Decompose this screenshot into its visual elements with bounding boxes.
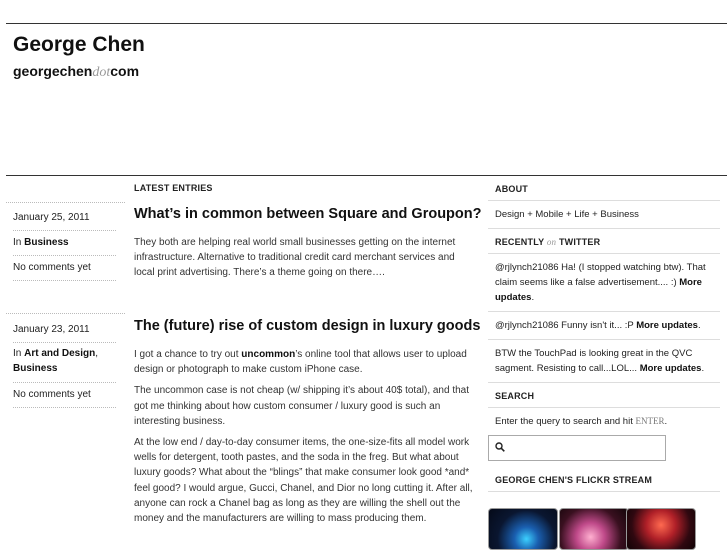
category-link[interactable]: Art and Design	[24, 348, 96, 359]
post-categories	[13, 231, 116, 256]
more-updates-link[interactable]: More updates	[639, 363, 702, 374]
post-paragraph: At the low end / day-to-day consumer items, the one-size-fits all model work wells for detergent, tooth pastes, and the soda in the freg. But what about luxury goods? What about the “blings” that make consumer look good *and* feel good? I would argue, Gucci, Chanel, and Dior no long cutting it. After all, anyone can rock a Chanel bag as long as they are willing the shell out the money and the manufacturers are willing to mass producing them.	[134, 437, 473, 525]
site-title[interactable]: George Chen	[13, 33, 145, 56]
sidebar	[488, 176, 720, 492]
tweet-text: @rjlynch21086 Funny isn't it... :P	[495, 320, 637, 331]
post-meta-divider	[6, 202, 125, 203]
flickr-photo-thumbnail[interactable]	[488, 508, 558, 550]
tweet-end: .	[697, 320, 701, 331]
post-paragraph: The uncommon case is not cheap (w/ shipping it’s about 40$ total), and that got me thinking about how custom consumer / luxury good is such an interesting business.	[134, 385, 470, 427]
post-title[interactable]: What’s in common between Square and Groupon?	[134, 206, 482, 222]
post-excerpt	[134, 235, 474, 287]
post-paragraph: They both are helping real world small businesses getting on the internet infrastructure. Alternative to traditional credit card merchant services and local print advertising. There’s a theme going on there….	[134, 237, 456, 279]
site-subtitle[interactable]	[13, 63, 139, 81]
post-content	[134, 347, 474, 532]
post-comments[interactable]: No comments yet	[13, 383, 116, 408]
tweet-text: @rjlynch21086 Ha! (I stopped watching btw). That claim seems like a false advertisement.... :)	[495, 262, 706, 288]
category-link[interactable]: Business	[24, 237, 69, 248]
subtitle-domain: georgechen	[13, 63, 93, 79]
flickr-photo-thumbnail[interactable]	[626, 508, 696, 550]
search-heading: SEARCH	[488, 383, 720, 408]
uncommon-link[interactable]: uncommon	[241, 349, 296, 360]
tweet	[488, 312, 720, 340]
search-icon	[495, 442, 505, 452]
post-comments[interactable]: No comments yet	[13, 256, 116, 281]
in-prefix: In	[13, 348, 25, 359]
tweet-end: .	[701, 363, 705, 374]
search-hint-text: Enter the query to search and hit	[495, 416, 636, 427]
post-date: January 23, 2011	[13, 318, 116, 343]
recently-label: RECENTLY	[495, 237, 545, 247]
search-hint-end: .	[664, 416, 668, 427]
tweet	[488, 340, 720, 383]
header-top-rule	[6, 23, 727, 24]
category-link[interactable]: Business	[13, 363, 58, 374]
post-meta	[13, 206, 116, 281]
subtitle-tld: com	[110, 63, 140, 79]
post-title[interactable]: The (future) rise of custom design in luxury goods	[134, 318, 481, 334]
tweet	[488, 254, 720, 312]
post-paragraph	[134, 347, 474, 377]
in-prefix: In	[13, 237, 25, 248]
latest-entries-heading: LATEST ENTRIES	[134, 183, 213, 193]
more-updates-link[interactable]: More updates	[495, 277, 702, 303]
subtitle-dot: dot	[92, 65, 111, 80]
post-meta	[13, 318, 116, 408]
post-divider	[6, 313, 125, 314]
search-hint	[488, 408, 720, 431]
search-input[interactable]	[488, 435, 666, 461]
text: I got a chance to try out	[134, 349, 242, 360]
tweet-end: .	[531, 292, 535, 303]
category-separator: ,	[95, 348, 99, 359]
post-categories	[13, 343, 116, 383]
about-text: Design + Mobile + Life + Business	[488, 201, 720, 229]
more-updates-link[interactable]: More updates	[636, 320, 698, 331]
post-date: January 25, 2011	[13, 206, 116, 231]
enter-key-label: ENTER	[635, 416, 665, 426]
twitter-heading	[488, 229, 720, 254]
twitter-label: TWITTER	[558, 237, 601, 247]
on-label: on	[546, 237, 557, 247]
text: ’s online tool that allows user to upload design or photograph to make custom iPhone case.	[134, 349, 467, 376]
flickr-heading: GEORGE CHEN'S FLICKR STREAM	[488, 467, 720, 492]
tweet-text: BTW the TouchPad is looking great in the QVC sagment. Resisting to call...LOL...	[495, 348, 693, 374]
about-heading: ABOUT	[488, 176, 720, 201]
flickr-photo-thumbnail[interactable]	[559, 508, 629, 550]
